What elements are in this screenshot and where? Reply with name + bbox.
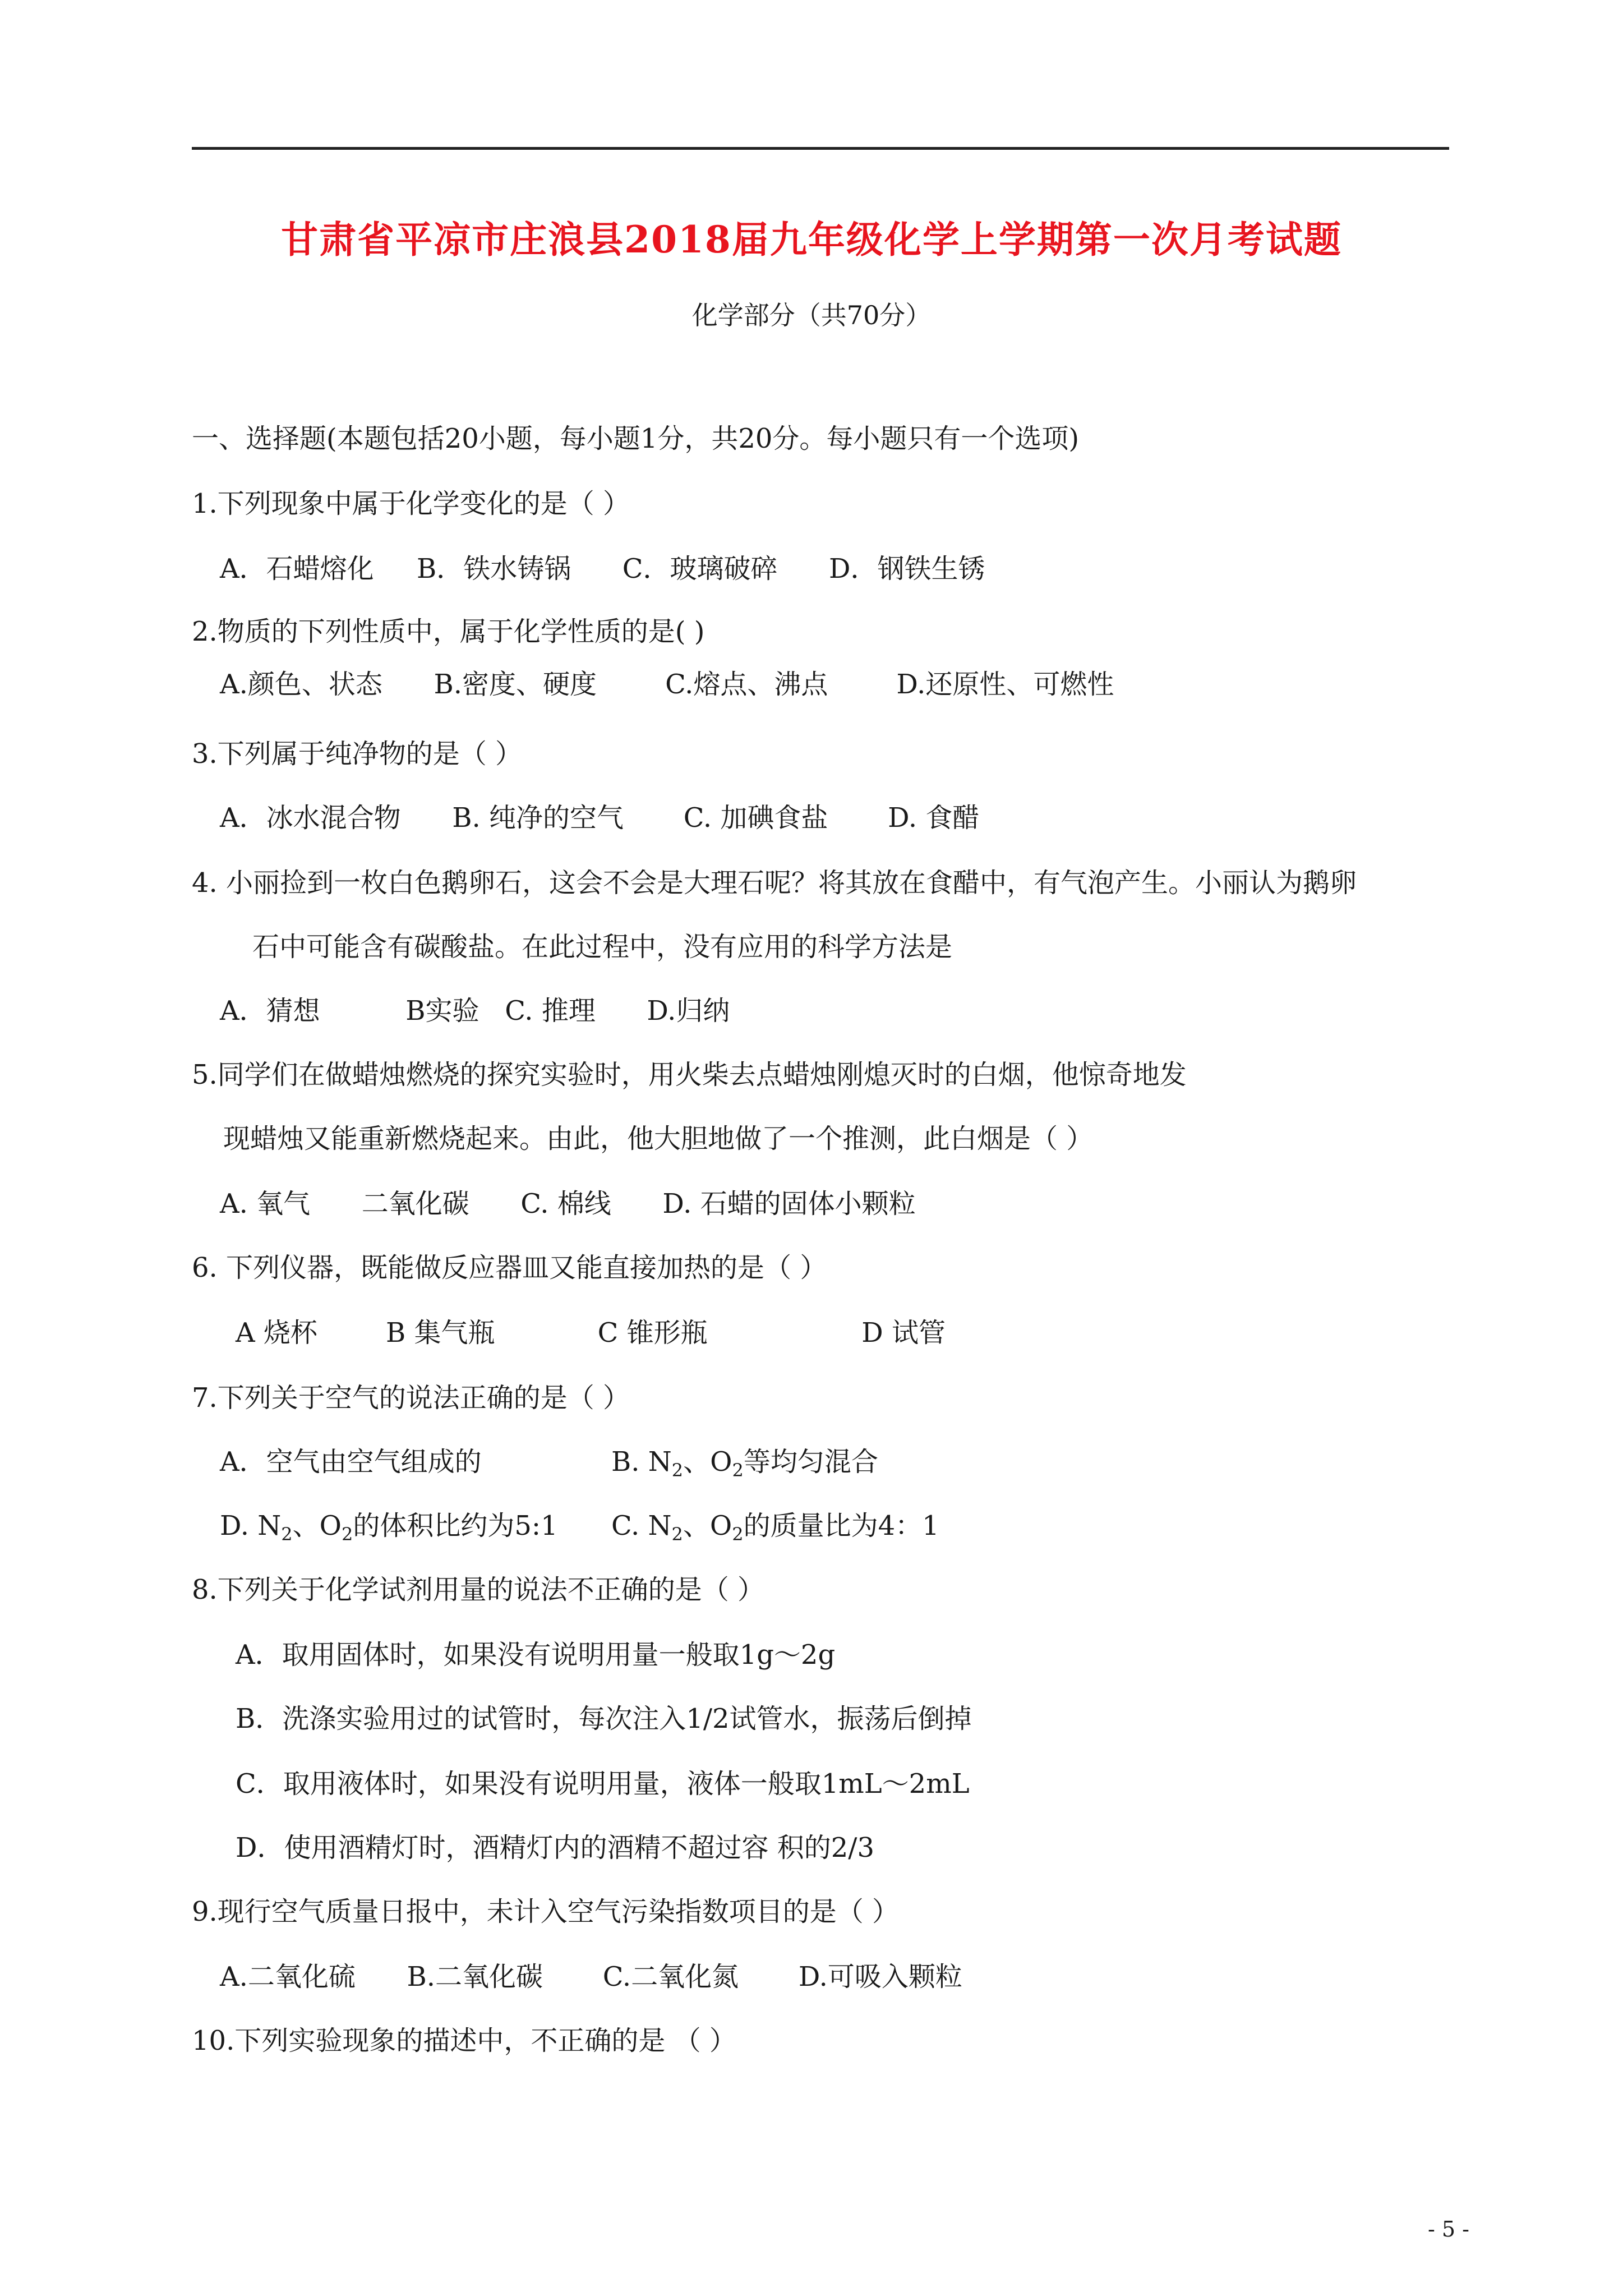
section-heading: 一、选择题(本题包括20小题，每小题1分，共20分。每小题只有一个选项) (192, 423, 1080, 454)
question-7-option-a: A．空气由空气组成的 (220, 1446, 482, 1478)
question-9-options: A.二氧化硫 B.二氧化碳 C.二氧化氮 D.可吸入颗粒 (220, 1961, 962, 1993)
question-1-options: A．石蜡熔化 B．铁水铸锅 C．玻璃破碎 D．钢铁生锈 (220, 553, 985, 585)
document-subtitle: 化学部分（共70分） (691, 300, 932, 330)
question-5-stem-continued: 现蜡烛又能重新燃烧起来。由此，他大胆地做了一个推测，此白烟是（ ） (223, 1123, 1094, 1154)
question-3-options: A．冰水混合物 B. 纯净的空气 C. 加碘食盐 D. 食醋 (220, 802, 980, 834)
question-4-stem: 4. 小丽捡到一枚白色鹅卵石，这会不会是大理石呢？将其放在食醋中，有气泡产生。小丽认为鹅卵 (192, 867, 1357, 899)
question-5-stem: 5.同学们在做蜡烛燃烧的探究实验时，用火柴去点蜡烛刚熄灭时的白烟，他惊奇地发 (192, 1059, 1187, 1091)
question-7-option-c: C. $N_2$、$O_2$的质量比为4：1 (611, 1510, 939, 1545)
question-8-option-a: A．取用固体时，如果没有说明用量一般取1g～2g (236, 1639, 836, 1671)
question-7-option-b: B. $N_2$、$O_2$等均匀混合 (611, 1446, 878, 1481)
question-4-stem-continued: 石中可能含有碳酸盐。在此过程中，没有应用的科学方法是 (252, 931, 953, 963)
question-2-options: A.颜色、状态 B.密度、硬度 C.熔点、沸点 D.还原性、可燃性 (220, 669, 1114, 700)
question-6-options: A 烧杯 B 集气瓶 C 锥形瓶 D 试管 (236, 1317, 946, 1349)
question-9-stem: 9.现行空气质量日报中，未计入空气污染指数项目的是（ ） (192, 1896, 900, 1927)
question-8-option-c: C．取用液体时，如果没有说明用量，液体一般取1mL～2mL (236, 1768, 970, 1800)
header-rule (192, 147, 1449, 150)
question-7-option-d: D. $N_2$、$O_2$的体积比约为5:1 (220, 1510, 558, 1545)
question-10-stem: 10.下列实验现象的描述中，不正确的是 （ ） (192, 2025, 736, 2056)
question-7-stem: 7.下列关于空气的说法正确的是（ ） (192, 1382, 630, 1414)
question-4-options: A．猜想 B实验 C. 推理 D.归纳 (220, 995, 730, 1027)
question-1-stem: 1.下列现象中属于化学变化的是（ ） (192, 488, 630, 519)
page-number: - 5 - (1427, 2217, 1469, 2242)
question-5-options: A. 氧气 二氧化碳 C. 棉线 D. 石蜡的固体小颗粒 (220, 1188, 916, 1220)
question-2-stem: 2.物质的下列性质中，属于化学性质的是( ) (192, 616, 705, 647)
question-6-stem: 6. 下列仪器，既能做反应器皿又能直接加热的是（ ） (192, 1252, 827, 1283)
question-3-stem: 3.下列属于纯净物的是（ ） (192, 738, 523, 770)
question-8-option-d: D．使用酒精灯时，酒精灯内的酒精不超过容 积的2/3 (236, 1832, 874, 1864)
question-8-option-b: B．洗涤实验用过的试管时，每次注入1/2试管水，振荡后倒掉 (236, 1703, 972, 1734)
question-8-stem: 8.下列关于化学试剂用量的说法不正确的是（ ） (192, 1574, 765, 1605)
document-title: 甘肃省平凉市庄浪县2018届九年级化学上学期第一次月考试题 (281, 218, 1342, 261)
